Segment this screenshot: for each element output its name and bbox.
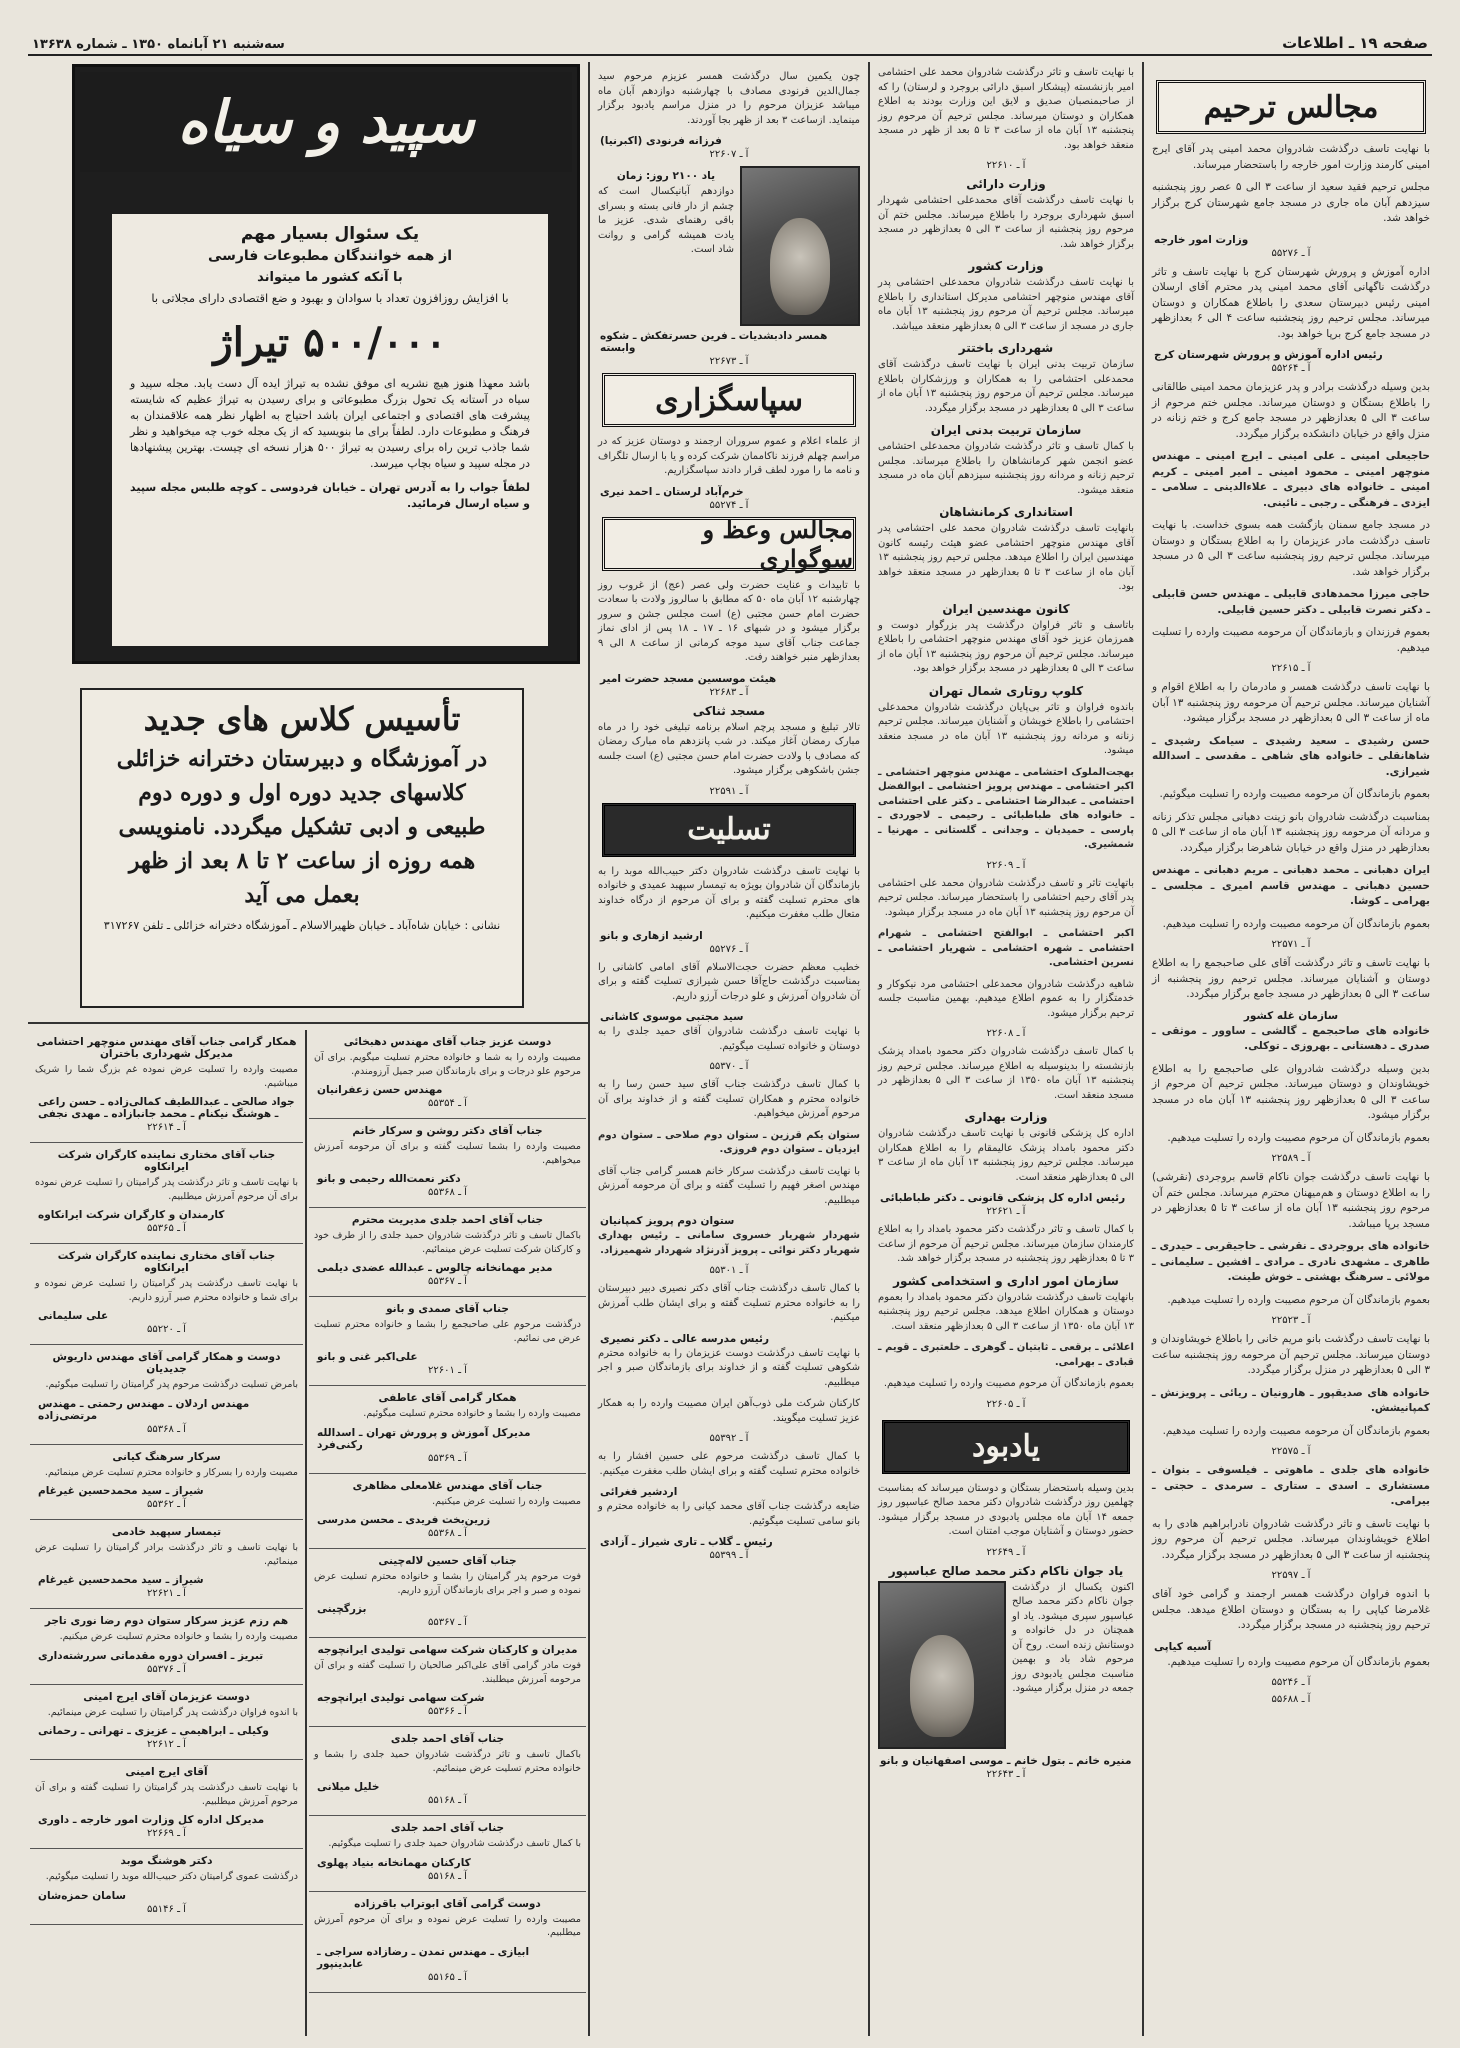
notice-signature: کارمندان و کارگران شرکت ایرانکاوه	[38, 1209, 225, 1221]
notice-text: با اندوه فراوان درگذشت پدر گرامیتان را تسلیت عرض مینمائیم.	[47, 1706, 298, 1718]
notice-code: آ ـ ۲۲۶۱۵	[1271, 663, 1311, 674]
ad-class-line: در آموزشگاه و دبیرستان دخترانه خزائلی	[116, 746, 488, 772]
notice-code: آ ـ ۵۵۳۰۱	[709, 1265, 749, 1276]
notice-heading: جناب آقای صمدی و بانو	[386, 1303, 509, 1315]
notice-code: آ ـ ۵۵۳۵۴	[428, 1098, 467, 1109]
notice-text: باتاسف و تاثر فراوان درگذشت پدر بزرگوار دوست و همرزمان عزیز خود آقای مهندس منوچهر احتشامی را باطلاع میرساند. مجلس ترحیم آن مرحوم روز پنجشنبه ۱۳ آبان ماه از ساعت ۳ الی ۵ بعدازظهر در مسجد برگزار خواهد بود.	[878, 619, 1134, 674]
notice-signature: رئیس اداره کل پزشکی قانونی ـ دکتر طباطبائی	[880, 1192, 1126, 1204]
notice-text: با نهایت تاسف درگذشت دوست عزیزمان را به خانواده محترم شکوهی تسلیت گفته و از خداوند برای بازماندگان صبر و اجر میطلبیم.	[598, 1347, 860, 1388]
column-condolences-a	[309, 1030, 586, 2036]
notice-signature: وکیلی ـ ابراهیمی ـ عزیزی ـ تهرانی ـ رحمانی	[38, 1725, 269, 1737]
notice-text: مجلس ترحیم فقید سعید از ساعت ۳ الی ۵ عصر روز پنجشنبه سیزدهم آبان ماه جاری در مسجد جامع شهرستان کرج برگزار خواهد شد.	[1152, 181, 1430, 224]
notice-text: باندوه فراوان و تاثر بی‌پایان درگذشت شادروان محمدعلی احتشامی را باطلاع خویشان و آشنایان میرساند. مجلس ترحیم زنانه و مردانه روز پنجشنبه ۱۳ آبان ماه در مسجد منعقد میشود.	[878, 701, 1135, 756]
notice-text: مصیبت وارده را بشما تسلیت گفته و برای آن مرحومه آمرزش میخواهیم.	[314, 1141, 581, 1166]
column-rule	[868, 62, 870, 2036]
condolence-notice	[30, 1615, 303, 1685]
condolence-notice	[30, 1526, 303, 1609]
ad-class-line: بعمل می آید	[244, 882, 360, 908]
notice-code: آ ـ ۲۲۶۷۳	[709, 356, 749, 367]
notice-text: بانهایت تاسف درگذشت شادروان دکتر محمود بامداد را بعموم دوستان و همکاران اطلاع میدهد. مجلس ترحیم روز پنجشنبه ۱۳ آبان ماه ۱۳۵۰ از ساعت ۳ الی ۵ بعدازظهر منعقد است.	[878, 1291, 1134, 1332]
column-condolences-b	[30, 1030, 303, 2036]
ad-class-line: کلاسهای جدید دوره اول و دوره دوم	[138, 780, 466, 806]
ad-class-title: تأسیس کلاس های جدید	[143, 700, 461, 738]
ad-question: یک سئوال بسیار مهم	[240, 224, 420, 244]
notice-text: اکبر احتشامی ـ ابوالفتح احتشامی ـ شهرام احتشامی ـ شهره احتشامی ـ شهریار احتشامی ـ نسرین احتشامی.	[878, 928, 1134, 968]
ad-address: لطفاً جواب را به آدرس تهران ـ خیابان فردوسی ـ کوچه طلبس مجله سپید و سیاه ارسال فرمائید.	[130, 481, 530, 510]
notice-text: در مسجد جامع سمنان بازگشت همه بسوی خداست. با نهایت تاسف درگذشت مادر عزیزمان را به اطلاع بستگان و دوستان میرساند. مجلس ترحیم روز پنجشنبه ساعت ۳ الی ۵ در مسجد برگزار خواهد شد.	[1152, 519, 1430, 578]
notice-text: فوت مرحوم پدر گرامیتان را بشما و خانواده محترم تسلیت عرض نموده و صبر و اجر برای بازماندگان آرزو داریم.	[314, 1571, 581, 1596]
notice-text: حاجی میرزا محمدهادی قابیلی ـ مهندس حسن قابیلی ـ دکتر نصرت قابیلی ـ دکتر حسین قابیلی.	[1152, 588, 1430, 616]
notice-heading: استانداری کرمانشاهان	[939, 505, 1073, 519]
notice-signature: جواد صالحی ـ عبداللطیف کمالی‌زاده ـ حسن راعی ـ هوشنگ نیکنام ـ محمد جانبازاده ـ مهدی نجفی	[38, 1096, 295, 1120]
notice-text: با نهایت تاسف درگذشت پدر گرامیتان را تسلیت عرض نموده و برای شما و خانواده محترم صبر آرزو داریم.	[35, 1278, 298, 1303]
ad-body: باشد معهذا هنوز هیچ نشریه ای موفق نشده به تیراژ ایده آل دست یابد. مجله سپید و سیاه در آستانه یک تحول بزرگ مطبوعاتی و برای رسیدن به تیراژ عظیم که شایسته پیشرفت های اقتصادی و اجتماعی ایران باشد احتیاج به اظهار نظر همه علاقمندان به فرهنگ و مطبوعات دارد. لطفاً برای ما بنویسید که از یک مجله خوب چه میخواهید و نظر شما جاذب ترین راه برای رسیدن به تیراژ ۵۰۰ هزار نسخه ای چیست. بهترین پیشنهادها در مجله سپید و سیاه بچاپ میرسد.	[130, 377, 530, 470]
banner-obituaries: مجالس ترحیم	[1156, 80, 1426, 134]
notice-signature: سازمان غله کشور	[1243, 1009, 1339, 1022]
notice-signature: شیراز ـ سید محمدحسین غیرغام	[38, 1574, 204, 1586]
notice-code: آ ـ ۲۲۵۷۱	[1271, 939, 1311, 950]
notice-text: با نهایت تاسف درگذشت بانو مریم خانی را باطلاع خویشاوندان و دوستان میرساند. مجلس ترحیم آن مرحومه روز پنجشنبه ساعت ۳ الی ۵ بعدازظهر در منزل برگزار میگردد.	[1152, 1333, 1430, 1376]
notice-heading: جناب آقای احمد جلدی مدیریت محترم	[351, 1214, 544, 1226]
condolence-notice	[30, 1855, 303, 1925]
page-label: صفحه ۱۹ ـ اطلاعات	[1282, 34, 1428, 52]
notice-text: حسن رشیدی ـ سعید رشیدی ـ سیامک رشیدی ـ شاهانقلی ـ خانواده های شاهی ـ مقدسی ـ اسدالله شیرازی.	[1152, 734, 1430, 778]
ad-class-address: نشانی : خیابان شاه‌آباد ـ خیابان ظهیرالاسلام ـ آموزشگاه دخترانه خزائلی ـ تلفن ۳۱۷۲۶۷	[103, 919, 501, 932]
notice-text: با کمال تاسف درگذشت جناب آقای دکتر نصیری دبیر دبیرستان را به خانواده محترم تسلیت گفته و برای ایشان طلب آمرزش میکنیم.	[598, 1283, 860, 1323]
notice-code: آ ـ ۲۲۵۷۵	[1271, 1446, 1311, 1457]
notice-code: آ ـ ۵۵۳۶۵	[147, 1223, 186, 1234]
memorial-caption: یاد جوان ناکام دکتر محمد صالح عباسپور	[888, 1563, 1124, 1578]
notice-signature: ستوان دوم پرویز کمپانیان	[600, 1215, 735, 1227]
portrait-head	[770, 218, 830, 315]
notice-heading: جناب آقای احمد جلدی	[390, 1822, 505, 1834]
notice-code: آ ـ ۲۲۶۴۹	[986, 1546, 1026, 1558]
notice-text: مصیبت وارده را بشما و خانواده محترم تسلیت میگوئیم.	[363, 1408, 581, 1419]
notice-signature: منیره خانم ـ بتول خانم ـ موسی اصفهانیان و بانو	[880, 1754, 1132, 1767]
notice-text: با نهایت تاسف درگذشت شادروان محمدعلی احتشامی پدر آقای مهندس منوچهر احتشامی مدیرکل استانداری را باطلاع میرساند. مجلس ترحیم آن مرحوم روز پنجشنبه ۱۳ آبان ماه جاری در مسجد از ساعت ۳ الی ۵ بعدازظهر منعقد میباشد.	[878, 277, 1135, 332]
notice-code: آ ـ ۵۵۳۶۷	[428, 1276, 467, 1287]
notice-text: بعموم بازماندگان آن مرحوم مصیبت وارده را تسلیت میدهیم.	[1167, 1655, 1430, 1668]
notice-code: آ ـ ۲۲۵۹۷	[1271, 1570, 1311, 1581]
notice-text: شاهیه درگذشت شادروان محمدعلی احتشامی مرد نیکوکار و خدمتگزار را به عموم اطلاع میدهیم. بهمین مناسبت جلسه ترحیم برگزار میشود.	[878, 978, 1134, 1019]
condolence-notice	[309, 1480, 586, 1550]
banner-sermons: مجالس وعظ و سوگواری	[602, 517, 856, 571]
notice-heading: جناب آقای مختاری نماینده کارگران شرکت ایرانکاوه	[57, 1149, 276, 1173]
notice-signature: تبریز ـ افسران دوره مقدماتی سررشته‌داری	[38, 1649, 264, 1662]
memorial-portrait	[740, 166, 860, 326]
notice-code: آ ـ ۲۲۶۲۱	[147, 1588, 186, 1599]
notice-code: آ ـ ۵۵۳۶۶	[428, 1706, 467, 1717]
notice-code: آ ـ ۵۵۲۷۴	[709, 499, 749, 511]
notice-heading: تیمسار سپهبد خادمی	[111, 1526, 222, 1538]
notice-code: آ ـ ۵۵۱۶۸	[428, 1870, 467, 1882]
ad-sepid-siah-body	[110, 212, 550, 648]
notice-code: آ ـ ۲۲۶۶۹	[147, 1828, 186, 1839]
notice-heading: کانون مهندسین ایران	[942, 601, 1070, 616]
notice-text: با نهایت تاسف درگذشت جوان ناکام قاسم بروجردی (نقرشی) را به اطلاع دوستان و هم‌میهنان محترم میرساند. مجلس ختم آن مرحوم روز پنجشنبه ۱۳ آبان ماه از ساعت ۳ تا ۵ بعدازظهر در مسجد برپا میباشد.	[1152, 1171, 1431, 1230]
notice-text: مصیبت وارده را تسلیت عرض نموده غم بزرگ شما را شریک میباشیم.	[35, 1064, 298, 1089]
notice-code: آ ـ ۵۵۱۶۸	[428, 1795, 467, 1806]
notice-code: آ ـ ۲۲۶۰۱	[428, 1365, 467, 1376]
notice-text: با نهایت تاسف درگذشت سرکار خانم همسر گرامی جناب آقای مهندس اصغر فهیم را تسلیت گفته و برای آن مرحومه آمرزش میطلبیم.	[598, 1165, 860, 1206]
notice-heading: دوست عزیز جناب آقای مهندس دهبخائی	[343, 1036, 552, 1048]
issue-label: سه‌شنبه ۲۱ آبانماه ۱۳۵۰ ـ شماره ۱۳۶۳۸	[32, 37, 285, 52]
notice-text: اکنون یکسال از درگذشت جوان ناکام دکتر محمد صالح عباسپور سپری میشود. یاد او همچنان در دل خانواده و دوستانش زنده است. روح آن مرحوم شاد باد و بهمین مناسبت مجلس یادبودی روز جمعه در منزل برگزار میشود.	[1012, 1581, 1134, 1694]
notice-code: آ ـ ۵۵۳۹۹	[709, 1550, 749, 1561]
banner-yadbood: یادبود	[882, 1420, 1130, 1474]
notice-text: بامرض تسلیت درگذشت مرحوم پدر گرامیتان را تسلیت میگوئیم.	[45, 1379, 298, 1390]
notice-text: تالار تبلیغ و مسجد پرچم اسلام برنامه تبلیغی خود را در ماه مبارک رمضان آغاز میکند. در شب پانزدهم ماه مبارک رمضان که مصادف با ولادت حضرت امام حسن مجتبی (ع) است جلسه جشن باشکوهی برگزار میشود.	[598, 721, 860, 776]
page-header	[28, 34, 1432, 56]
notice-text: با نهایت تاسف درگذشت آقای محمدعلی احتشامی شهردار اسبق شهرداری بروجرد را باطلاع میرساند. مجلس ختم آن مرحوم روز پنجشنبه از ساعت ۳ الی ۵ بعدازظهر در مسجد برگزار خواهد شد.	[878, 195, 1134, 250]
notice-signature: سامان حمزه‌شان	[38, 1889, 126, 1902]
notice-text: با نهایت تاسف و تاثر درگذشت برادر گرامیتان را تسلیت عرض مینمائیم.	[35, 1542, 298, 1567]
column-memorials	[592, 66, 866, 2036]
notice-text: چون یکمین سال درگذشت همسر عزیزم مرحوم سید جمال‌الدین فرنودی مصادف با چهارشنبه دوازدهم آبان ماه میباشد عزیزان مرحوم را در منزل مراسم یادبود برگزار مینماید. ازساعت ۳ بعد از ظهر بجا آوردند.	[598, 71, 860, 126]
notice-text: شهردار شهریار خسروی سامانی ـ رئیس بهداری شهریار دکتر نوائی ـ پرویز آذرنژاد شهردار شهمیرزاد.	[598, 1230, 860, 1256]
section-rule	[28, 1022, 588, 1024]
notice-text: با کمال تاسف و تاثر درگذشت دکتر محمود بامداد را به اطلاع کارمندان سازمان میرساند. مجلس ترحیم آن مرحوم از ساعت ۳ تا ۵ بعدازظهر روز پنجشنبه در مسجد برگزار خواهد شد.	[878, 1224, 1134, 1264]
notice-text: فوت مادر گرامی آقای علی‌اکبر صالحیان را تسلیت گفته و برای آن مرحومه آمرزش میطلبند.	[314, 1660, 581, 1685]
notice-signature: خلیل میلانی	[317, 1781, 380, 1793]
notice-text: با نهایت تاسف درگذشت شادروان آقای حمید جلدی را به دوستان و خانواده تسلیت میگوئیم.	[598, 1026, 860, 1052]
notice-signature: سید مجتبی موسوی کاشانی	[600, 1011, 744, 1023]
notice-signature: خرم‌آباد لرستان ـ احمد نیری	[600, 485, 744, 498]
notice-code: آ ـ ۵۵۶۸۸	[1271, 1694, 1311, 1705]
notice-signature: مدیرکل آموزش و پرورش تهران ـ اسدالله رکنی‌فرد	[317, 1426, 531, 1451]
notice-code: آ ـ ۵۵۳۶۸	[147, 1423, 186, 1435]
notice-text: با نهایت تاسف و تاثر درگذشت پدر گرامیتان را تسلیت عرض نموده برای آن مرحوم آمرزش میطلبیم.	[35, 1177, 298, 1202]
notice-code: آ ـ ۵۵۳۶۸	[428, 1528, 467, 1539]
notice-code: آ ـ ۵۵۲۴۶	[1271, 1677, 1311, 1688]
notice-text: با کمال تاسف درگذشت جناب آقای سید حسن رسا را به خانواده محترم و همکاران تسلیت گفته و از خداوند برای آن مرحوم آمرزش میخواهیم.	[598, 1079, 860, 1119]
notice-code: آ ـ ۵۵۳۷۰	[709, 1061, 749, 1072]
ad-class-line: همه روزه از ساعت ۲ تا ۸ بعد از ظهر	[128, 848, 476, 874]
column-ministry-notices	[872, 66, 1140, 2036]
notice-code: آ ـ ۲۲۶۸۳	[709, 686, 749, 698]
notice-signature: اردشیر فغرائی	[600, 1486, 678, 1498]
notice-signature: رئیس ـ گلاب ـ تاری شیراز ـ آزادی	[600, 1536, 773, 1548]
portrait-head	[910, 1635, 974, 1737]
notice-text: ستوان یکم قرزین ـ ستوان دوم صلاحی ـ ستوان دوم ایزدیان ـ ستوان دوم فروزی.	[598, 1129, 860, 1155]
ad-question: با افزایش روزافزون تعداد با سوادان و بهبود و ضع اقتصادی دارای مجلاتی با	[151, 291, 509, 305]
notice-heading: همکار گرامی جناب آقای مهندس منوچهر احتشامی مدیرکل شهرداری باختران	[36, 1036, 297, 1060]
notice-code: آ ـ ۲۲۵۲۳	[1271, 1315, 1311, 1326]
notice-heading: سازمان تربیت بدنی ایران	[930, 423, 1082, 437]
notice-signature: بزرگچینی	[317, 1603, 367, 1615]
notice-text: خانواده های جلدی ـ ماهوتی ـ فیلسوفی ـ بنوان ـ مستشاری ـ اسدی ـ ستاری ـ سرمدی ـ حجتی ـ بیرامی.	[1152, 1464, 1430, 1507]
notice-heading: شهرداری باختتر	[958, 341, 1054, 355]
notice-text: با نهایت تاسف درگذشت پدر گرامیتان را تسلیت گفته و برای آن مرحوم آمرزش میطلبیم.	[35, 1782, 298, 1807]
notice-text: از علماء اعلام و عموم سروران ارجمند و دوستان عزیز که در مراسم چهلم فرزند ناکاممان شرکت کرده و یا با ارسال تلگراف و نامه ما را مورد لطف قرار دادند سپاسگزاریم.	[598, 436, 860, 476]
ad-new-classes	[80, 688, 524, 1008]
column-obituaries	[1146, 66, 1436, 2036]
notice-heading: هم رزم عزیز سرکار ستوان دوم رضا نوری تاجر	[44, 1615, 289, 1627]
condolence-notice	[30, 1250, 303, 1345]
notice-heading: جناب آقای حسین لاله‌چینی	[378, 1555, 517, 1567]
notice-text: خطیب معظم حضرت حجت‌الاسلام آقای امامی کاشانی را بمناسبت درگذشت حاج‌آقا حسن شیرازی تسلیت گفته و برای آن شادروان آمرزش و علو درجات آرزو داریم.	[598, 961, 860, 1002]
notice-code: آ ـ ۵۵۳۷۶	[147, 1663, 186, 1675]
notice-heading: وزارت بهداری	[964, 1110, 1048, 1124]
notice-text: بعموم بازماندگان آن مرحوم مصیبت وارده را تسلیت میدهیم.	[1167, 1293, 1430, 1306]
notice-text: بعموم بازماندگان آن مرحوم مصیبت وارده را تسلیت میدهیم.	[1167, 1131, 1430, 1144]
notice-heading: مسجد ثناکی	[692, 703, 766, 718]
notice-code: آ ـ ۲۲۶۱۰	[986, 160, 1026, 171]
notice-heading: آقای ایرج امینی	[125, 1766, 208, 1778]
notice-text: ضایعه درگذشت جناب آقای محمد کیانی را به خانواده محترم و بانو سامی تسلیت میگوئیم.	[598, 1501, 860, 1527]
notice-code: آ ـ ۵۵۲۶۴	[1271, 363, 1311, 374]
column-rule	[588, 62, 590, 2036]
notice-text: مصیبت وارده را به شما و خانواده محترم تسلیت میگویم. برای آن مرحوم علو درجات و برای بازماندگان صبر جمیل آرزومندم.	[314, 1052, 581, 1077]
notice-text: اداره کل پزشکی قانونی با نهایت تاسف درگذشت شادروان دکتر محمود بامداد پزشک عالیمقام را به اطلاع همکاران میرساند. مجلس ترحیم روز پنجشنبه ۱۳ آبان ماه از ساعت ۳ الی ۵ بعدازظهر منعقد است.	[878, 1128, 1135, 1183]
condolence-notice	[309, 1125, 586, 1208]
notice-text: اعلائی ـ برقعی ـ ثابتیان ـ گوهری ـ خلعتبری ـ قویم ـ قبادی ـ بهرامی.	[878, 1342, 1134, 1368]
condolence-notice	[30, 1451, 303, 1521]
notice-text: با نهایت تاسف و تاثر درگذشت شادروان نادرابراهیم هادی را به اطلاع خویشاوندان میرساند. مجلس ترحیم آن مرحوم روز پنجشنبه از ساعت ۳ الی ۵ بعدازظهر در مسجد برگزار میگردد.	[1152, 1517, 1430, 1561]
notice-text: دوازدهم آبانیکسال است که چشم از دار فانی بسته و بسرای باقی رهنمای شدی. عزیز ما یادت همیشه گرامی و روانت شاد است.	[598, 186, 734, 255]
notice-text: خانواده های بروجردی ـ نقرشی ـ حاجیقربی ـ حیدری ـ طاهری ـ مشهدی نادری ـ مرادی ـ افشین ـ سلیمانی ـ مولائی ـ سرهنگ بهشتی ـ خوش طینت.	[1152, 1240, 1430, 1283]
notice-text: با نهایت تاسف درگذشت همسر و مادرمان را به اطلاع اقوام و آشنایان میرساند. مجلس ترحیم آن مرحومه روز پنجشنبه ۱۳ آبان ماه از ساعت ۳ الی ۵ بعدازظهر در مسجد برگزار میشود.	[1152, 681, 1430, 724]
ad-logo	[80, 72, 572, 172]
notice-code: آ ـ ۵۵۲۷۶	[1271, 247, 1311, 259]
notice-code: آ ـ ۲۲۶۰۹	[986, 859, 1026, 871]
notice-code: آ ـ ۵۵۳۶۸	[428, 1187, 467, 1198]
notice-heading: وزارت کشور	[968, 259, 1044, 273]
notice-code: آ ـ ۲۲۵۸۹	[1271, 1153, 1311, 1164]
notice-text: بعموم فرزندان و بازماندگان آن مرحومه مصیبت وارده را تسلیت میدهیم.	[1152, 626, 1430, 654]
notice-text: با نهایت تاسف و تاثر درگذشت شادروان محمد علی احتشامی امیر بازنشسته (پیشکار اسبق دارائی بروجرد و لرستان) را که از صاحبمنصبان صدیق و لایق این وزارت بودند به اطلاع همکاران و دوستان میرساند. مجلس ترحیم آن مرحوم روز پنجشنبه ۱۳ آبان ماه از ساعت ۳ تا ۵ بعد از ظهر در مسجد منعقد خواهد بود.	[878, 67, 1134, 151]
notice-code: آ ـ ۲۲۶۱۲	[147, 1739, 186, 1750]
banner-thanks: سپاسگزاری	[602, 373, 856, 427]
notice-heading: جناب آقای احمد جلدی	[390, 1733, 505, 1745]
notice-text: حاجیعلی امینی ـ علی امینی ـ ایرج امینی ـ مهندس منوچهر امینی ـ محمود امینی ـ امیر امینی ـ کریم امینی ـ خانواده های دبیری ـ علاءالدینی ـ سلامی ـ ایزدی ـ فرهنگی ـ رجبی ـ نائینی.	[1152, 450, 1430, 509]
notice-text: بمناسبت درگذشت شادروان بانو زینت دهبانی مجلس تذکر زنانه و مردانه آن مرحومه روز پنجشنبه ۱۳ آبان ماه از ساعت ۳ الی ۵ بعدازظهر در منزل واقع در خیابان شاهرضا برگزار میگردد.	[1152, 810, 1431, 854]
notice-heading: جناب آقای دکتر روشن و سرکار خانم	[352, 1125, 543, 1137]
ad-circulation: ۵۰۰/۰۰۰ تیراژ	[213, 319, 447, 366]
notice-text: مصیبت وارده را بسرکار و خانواده محترم تسلیت عرض مینمائیم.	[44, 1466, 298, 1478]
notice-signature: ابیازی ـ مهندس تمدن ـ رضازاده سراجی ـ عابدینپور	[317, 1945, 530, 1970]
notice-text: با کمال تاسف درگذشت مرحوم علی حسین افشار را به خانواده محترم تسلیت گفته و برای ایشان طلب مغفرت میکنیم.	[598, 1451, 860, 1477]
notice-signature: مهندس اردلان ـ مهندس رحمتی ـ مهندس مرتضی‌زاده	[38, 1397, 250, 1422]
notice-text: کارکنان شرکت ملی ذوب‌آهن ایران مصیبت وارده را به همکار عزیز تسلیت میگویند.	[598, 1398, 860, 1424]
notice-heading: دوست گرامی آقای ابوتراب باقرزاده	[354, 1897, 541, 1910]
condolence-notice	[309, 1644, 586, 1727]
notice-code: آ ـ ۵۵۳۶۹	[428, 1452, 467, 1464]
notice-code: آ ـ ۵۵۳۶۲	[147, 1499, 186, 1510]
notice-code: آ ـ ۵۵۳۹۲	[709, 1433, 749, 1444]
notice-heading: دکتر هوشنگ موبد	[120, 1855, 213, 1867]
notice-text: با نهایت تاسف درگذشت شادروان دکتر حبیب‌الله موبد را به بازماندگان آن شادروان بویژه به تیمسار سپهبد عمیدی و خانواده های محترم تسلیت گفته و برای آن مرحوم از درگاه خداوند متعال طلب مغفرت میکنیم.	[598, 865, 860, 920]
yadbood-section	[872, 1420, 1140, 1780]
notice-text: با اندوه فراوان درگذشت همسر ارجمند و گرامی خود آقای غلامرضا کیاپی را به بستگان و دوستان اطلاع میدهد. مجلس ترحیم روز پنجشنبه در مسجد برگزار میگردد.	[1152, 1588, 1430, 1631]
notice-code: آ ـ ۲۲۶۱۴	[147, 1122, 186, 1133]
notice-signature: مهندس حسن زعفرانیان	[317, 1084, 443, 1096]
notice-text: بعموم بازماندگان آن مرحوم مصیبت وارده را تسلیت میدهیم.	[883, 1378, 1134, 1389]
notice-heading: جناب آقای مهندس غلامعلی مظاهری	[352, 1479, 543, 1492]
notice-text: اداره آموزش و پرورش شهرستان کرج با نهایت تاسف و تاثر درگذشت ناگهانی آقای محمد امینی پدر محترم آقای ارسلان امینی رئیس دبیرستان سعدی را باطلاع همکاران و دوستان میرساند. مجلس ترحیم روز پنجشنبه ساعت ۴ الی ۶ بعدازظهر در مسجد جامع کرج برپا خواهد بود.	[1152, 265, 1430, 340]
condolence-notice	[30, 1351, 303, 1445]
condolence-notice	[30, 1149, 303, 1244]
notice-heading: دوست عزیزمان آقای ایرج امینی	[83, 1690, 250, 1703]
notice-code: آ ـ ۲۲۵۹۱	[709, 785, 749, 797]
notice-signature: مدیرکل اداره کل وزارت امور خارجه ـ داوری	[38, 1814, 265, 1826]
ad-question: از همه خوانندگان مطبوعات فارسی	[207, 248, 453, 264]
notice-text: باکمال تاسف و تاثر درگذشت شادروان حمید جلدی را بشما و خانواده محترم تسلیت عرض مینمائیم.	[314, 1749, 581, 1774]
notice-code: آ ـ ۵۵۳۶۷	[428, 1617, 467, 1628]
notice-code: آ ـ ۲۲۶۰۸	[986, 1028, 1026, 1039]
notice-code: آ ـ ۲۲۶۰۷	[709, 149, 749, 160]
ad-logo-text: سپید و سیاه	[177, 88, 475, 156]
condolence-notice	[309, 1392, 586, 1474]
condolence-notice	[309, 1036, 586, 1119]
notice-signature: رئیس اداره آموزش و پرورش شهرستان کرج	[1154, 349, 1383, 361]
notice-text: بهجت‌الملوک احتشامی ـ مهندس منوچهر احتشامی ـ اکبر احتشامی ـ مهندس پرویز احتشامی ـ ابوالفضل احتشامی ـ عبدالرضا احتشامی ـ دکتر علی احتشامی ـ خانواده های طباطبائی ـ رحیمی ـ لاجوردی ـ پارسی ـ حمیدیان ـ وجدانی ـ گلستانی ـ مهرنیا ـ شمشیری.	[878, 766, 1134, 850]
notice-text: بعموم بازماندگان آن مرحومه مصیبت وارده را تسلیت میدهیم.	[1162, 1424, 1430, 1437]
notice-signature: آسیه کیاپی	[1154, 1640, 1212, 1653]
condolence-notice	[309, 1303, 586, 1386]
notice-signature: مدیر مهمانخانه چالوس ـ عبدالله عضدی دیلمی	[317, 1262, 553, 1274]
notice-text: بعموم بازماندگان آن مرحومه مصیبت وارده را تسلیت میگوئیم.	[1159, 788, 1430, 800]
notice-text: بعموم بازماندگان آن مرحومه مصیبت وارده را تسلیت میدهیم.	[1162, 917, 1430, 930]
notice-heading: کلوپ روتاری شمال تهران	[928, 683, 1084, 698]
notice-code: آ ـ ۲۲۶۲۱	[986, 1206, 1026, 1217]
notice-text: مصیبت وارده را تسلیت عرض نموده و برای آن مرحوم آمرزش میطلبیم.	[314, 1913, 581, 1938]
notice-signature: فرزانه فرنودی (اکبرنیا)	[600, 135, 722, 147]
condolence-notice	[30, 1766, 303, 1849]
notice-code: آ ـ ۵۵۲۷۶	[709, 943, 749, 955]
notice-signature: علی سلیمانی	[38, 1310, 109, 1322]
memorial-caption: یاد ۲۱۰۰ روز: زمان	[616, 170, 716, 182]
notice-heading: سرکار سرهنگ کیانی	[112, 1450, 221, 1463]
memorial-portrait	[878, 1581, 1006, 1749]
condolence-notice	[30, 1036, 303, 1143]
notice-text: بدین وسیله باستحضار بستگان و دوستان میرساند که بمناسبت چهلمین روز درگذشت شادروان دکتر محمد صالح عباسپور روز جمعه ۱۴ آبان ماه مجلس یادبودی در مسجد برگزار میشود. حضور دوستان و آشنایان موجب امتنان است.	[878, 1482, 1135, 1537]
notice-text: با نهایت تاسف درگذشت شادروان محمد امینی پدر آقای ایرج امینی کارمند وزارت امور خارجه را باستحضار میرساند.	[1152, 143, 1430, 171]
notice-code: آ ـ ۵۵۱۶۵	[428, 1971, 467, 1983]
condolence-notice	[309, 1822, 586, 1892]
condolence-notice	[309, 1898, 586, 1993]
notice-text: با کمال تاسف درگذشت شادروان دکتر محمود بامداد پزشک بازنشسته را بدینوسیله به اطلاع میرساند. مجلس ترحیم روز پنجشنبه ۱۳ آبان ماه ۱۳۵۰ از ساعت ۳ الی ۵ بعدازظهر در مسجد منعقد است.	[878, 1046, 1134, 1101]
notice-text: مصیبت وارده را تسلیت عرض میکنیم.	[432, 1495, 581, 1507]
ad-question: با آنکه کشور ما میتواند	[257, 270, 403, 285]
notice-code: آ ـ ۵۵۲۲۰	[147, 1324, 186, 1335]
notice-signature: شرکت سهامی تولیدی ایرانچوجه	[317, 1692, 485, 1704]
ad-class-line: طبیعی و ادبی تشکیل میگردد. نامنویسی	[118, 814, 486, 840]
notice-signature: هیئت موسسین مسجد حضرت امیر	[600, 672, 777, 685]
notice-text: با کمال تاسف و تاثر درگذشت شادروان محمدعلی احتشامی عضو انجمن شهر کرمانشاهان را باطلاع میرساند. مجلس ترحیم زنانه و مردانه روز پنجشنبه سیزدهم آبان ماه در مسجد منعقد میشود.	[878, 441, 1134, 496]
notice-code: آ ـ ۲۲۶۰۵	[986, 1398, 1026, 1410]
notice-text: مصیبت وارده را بشما و خانواده محترم تسلیت عرض میکنیم.	[59, 1631, 298, 1642]
notice-heading: جناب آقای مختاری نماینده کارگران شرکت ایرانکاوه	[57, 1250, 276, 1274]
notice-text: باکمال تاسف و تاثر درگذشت شادروان حمید جلدی را از طرف خود و کارکنان شرکت تسلیت عرض مینمائیم.	[314, 1230, 581, 1255]
notice-signature: کارکنان مهمانخانه بنیاد پهلوی	[317, 1856, 471, 1869]
notice-text: بدین وسیله درگذشت شادروان علی صاحبجمع را به اطلاع خویشاوندان و دوستان میرساند. مجلس ترحیم آن مرحوم از ساعت ۳ الی ۵ بعدازظهر روز پنجشنبه ۱۳ آبان ماه در مسجد برگزار میشود.	[1152, 1062, 1430, 1121]
notice-text: درگذشت عموی گرامیتان دکتر حبیب‌الله موبد را تسلیت میگوئیم.	[45, 1871, 298, 1882]
notice-signature: علی‌اکبر غنی و بانو	[317, 1351, 418, 1363]
notice-heading: همکار گرامی آقای عاطفی	[378, 1392, 517, 1404]
notice-text: سازمان تربیت بدنی ایران با نهایت تاسف درگذشت آقای محمدعلی احتشامی را به همکاران و ورزشکاران باطلاع میرساند. مجلس ترحیم آن مرحوم روز پنجشنبه ۱۳ آبان ماه از ساعت ۳ الی ۵ بعدازظهر در مسجد برگزار میگردد.	[878, 359, 1134, 414]
column-rule	[1142, 62, 1144, 2036]
notice-signature: وزارت امور خارجه	[1154, 233, 1249, 246]
notice-signature: شیراز ـ سید محمدحسین غیرغام	[38, 1485, 204, 1497]
notice-heading: وزارت دارائی	[966, 177, 1046, 191]
notice-signature: رئیس مدرسه عالی ـ دکتر نصیری	[600, 1332, 770, 1345]
notice-code: آ ـ ۵۵۱۴۶	[147, 1903, 186, 1915]
notice-heading: سازمان امور اداری و استخدامی کشور	[893, 1273, 1119, 1288]
banner-condolence: تسلیت	[602, 803, 856, 857]
notice-text: خانواده های صدیقپور ـ هارونیان ـ ریائی ـ پرویزنش ـ کمپانیشش.	[1152, 1386, 1430, 1414]
condolence-notice	[309, 1214, 586, 1297]
notice-heading: دوست و همکار گرامی آقای مهندس داریوش جدیدیان	[52, 1351, 281, 1375]
notice-text: بانهایت تاسف درگذشت شادروان محمد علی احتشامی پدر آقای مهندس منوچهر احتشامی عضو هیئت رئیسه کانون مهندسین ایران را اطلاع میدهد. مجلس ترحیم روز پنجشنبه ۱۳ آبان ماه از ساعت ۳ تا ۵ بعدازظهر در مسجد منعقد خواهد بود.	[878, 523, 1134, 592]
notice-text: خانواده های صاحبجمع ـ گالشی ـ ساوور ـ موثقی ـ صدری ـ دهستانی ـ بهروزی ـ توکلی.	[1152, 1024, 1430, 1052]
column-rule	[305, 1030, 307, 2036]
notice-code: آ ـ ۲۲۶۴۳	[986, 1768, 1026, 1780]
notice-signature: زرین‌بخت فریدی ـ محسن مدرسی	[317, 1514, 491, 1526]
notice-heading: مدیران و کارکنان شرکت سهامی تولیدی ایرانچوجه	[317, 1644, 578, 1656]
notice-text: با کمال تاسف درگذشت شادروان حمید جلدی را تسلیت میگوئیم.	[328, 1838, 581, 1849]
notice-text: با نهایت تاسف و تاثر درگذشت آقای علی صاحبجمع را به اطلاع دوستان و آشنایان میرساند. مجلس ترحیم روز پنجشنبه از ساعت ۳ الی ۵ بعدازظهر در مسجد جامع برگزار میگردد.	[1152, 957, 1430, 1000]
notice-signature: ارشید ازهاری و بانو	[600, 929, 703, 942]
notice-signature: همسر دادبشدیات ـ فرین حسرتفکش ـ شکوه وابسته	[600, 330, 828, 354]
condolence-notice	[30, 1691, 303, 1761]
notice-text: باتهایت تاثر و تاسف درگذشت شادروان محمد علی احتشامی پدر آقای رحیم احتشامی را باستحضار میرساند. مجلس ترحیم آن مرحوم روز پنجشنبه ۱۳ آبان ماه در مسجد برگزار میشود.	[878, 877, 1134, 918]
notice-text: با تابیدات و عنایت حضرت ولی عصر (عج) از غروب روز چهارشنبه ۱۲ آبان ماه ۵۰ که مطابق با سالروز ولادت با سعادت حضرت امام حسن مجتبی (ع) است مجلس جشن و سرور برگزار میشود و در شبهای ۱۶ ـ ۱۷ ـ ۱۸ پس از ادای نماز جماعت جناب آقای سید موجه کرمانی از ساعت ۸ الی ۹ بعدازظهر منبر خواهند رفت.	[598, 579, 860, 663]
notice-text: ایران دهبانی ـ محمد دهبانی ـ مریم دهبانی ـ مهندس حسین دهبانی ـ مهندس قاسم امیری ـ مجلسی ـ بهرامی ـ کوشا.	[1152, 864, 1430, 907]
condolence-notice	[309, 1555, 586, 1638]
notice-signature: دکتر نعمت‌الله رحیمی و بانو	[317, 1173, 461, 1185]
notice-text: درگذشت مرحوم علی صاحبجمع را بشما و خانواده محترم تسلیت عرض می نمائیم.	[314, 1319, 581, 1344]
notice-text: بدین وسیله درگذشت برادر و پدر عزیزمان محمد امینی طالقانی را باطلاع بستگان و دوستان میرساند. مجلس ختم مرحوم از ساعت ۳ الی ۵ بعدازظهر در مسجد جامع کرج و ختم زنانه در منزل واقع در خیابان دانشکده برگزار میگردد.	[1152, 381, 1430, 440]
condolence-notice	[309, 1733, 586, 1816]
